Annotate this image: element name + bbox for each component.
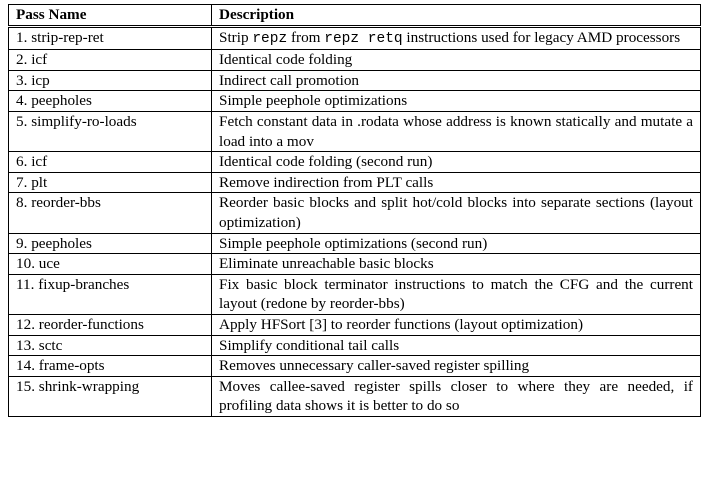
description-cell (212, 26, 701, 50)
table-row (9, 376, 701, 416)
header-description: Description (212, 5, 701, 27)
description-cell: Identical code folding (second run) (212, 152, 701, 173)
table-row (9, 193, 701, 233)
pass-name-cell: 5. simplify-ro-loads (9, 111, 212, 151)
description-cell: Remove indirection from PLT calls (212, 172, 701, 193)
description-text: instructions used for legacy AMD processors (402, 28, 681, 46)
description-cell: Indirect call promotion (212, 70, 701, 91)
pass-name-cell: 2. icf (9, 50, 212, 71)
table-row (9, 50, 701, 71)
description-text: from (287, 28, 325, 46)
pass-name-cell: 7. plt (9, 172, 212, 193)
description-cell: Simple peephole optimizations (second run) (212, 233, 701, 254)
description-cell: Moves callee-saved register spills closer to where they are needed, if profiling data shows it is better to do so (212, 376, 701, 416)
description-text: Strip (219, 28, 253, 46)
table-row (9, 70, 701, 91)
description-cell: Removes unnecessary caller-saved register spilling (212, 356, 701, 377)
header-pass-name: Pass Name (9, 5, 212, 27)
table-row (9, 172, 701, 193)
table-row (9, 111, 701, 151)
table-row (9, 152, 701, 173)
table-row (9, 91, 701, 112)
code-token: repz retq (324, 30, 403, 47)
description-cell: Identical code folding (212, 50, 701, 71)
table-row (9, 314, 701, 335)
pass-name-cell: 15. shrink-wrapping (9, 376, 212, 416)
table-row (9, 274, 701, 314)
description-cell: Apply HFSort [3] to reorder functions (layout optimization) (212, 314, 701, 335)
pass-name-cell: 10. uce (9, 254, 212, 275)
description-cell: Simplify conditional tail calls (212, 335, 701, 356)
description-cell: Fetch constant data in .rodata whose address is known statically and mutate a load into a mov (212, 111, 701, 151)
table-row (9, 26, 701, 50)
description-cell: Simple peephole optimizations (212, 91, 701, 112)
description-cell: Eliminate unreachable basic blocks (212, 254, 701, 275)
code-token: repz (252, 30, 288, 47)
table-row (9, 356, 701, 377)
table-row (9, 335, 701, 356)
pass-name-cell: 9. peepholes (9, 233, 212, 254)
pass-name-cell: 8. reorder-bbs (9, 193, 212, 233)
pass-name-cell: 13. sctc (9, 335, 212, 356)
pass-name-cell: 11. fixup-branches (9, 274, 212, 314)
pass-name-cell: 4. peepholes (9, 91, 212, 112)
table-row (9, 254, 701, 275)
table-header-row (9, 5, 701, 27)
description-cell: Reorder basic blocks and split hot/cold blocks into separate sections (layout optimization) (212, 193, 701, 233)
pass-name-cell: 14. frame-opts (9, 356, 212, 377)
description-cell: Fix basic block terminator instructions to match the CFG and the current layout (redone by reorder-bbs) (212, 274, 701, 314)
pass-name-cell: 1. strip-rep-ret (9, 26, 212, 50)
pass-name-cell: 3. icp (9, 70, 212, 91)
pass-name-cell: 6. icf (9, 152, 212, 173)
table-row (9, 233, 701, 254)
passes-table (8, 4, 701, 417)
pass-name-cell: 12. reorder-functions (9, 314, 212, 335)
